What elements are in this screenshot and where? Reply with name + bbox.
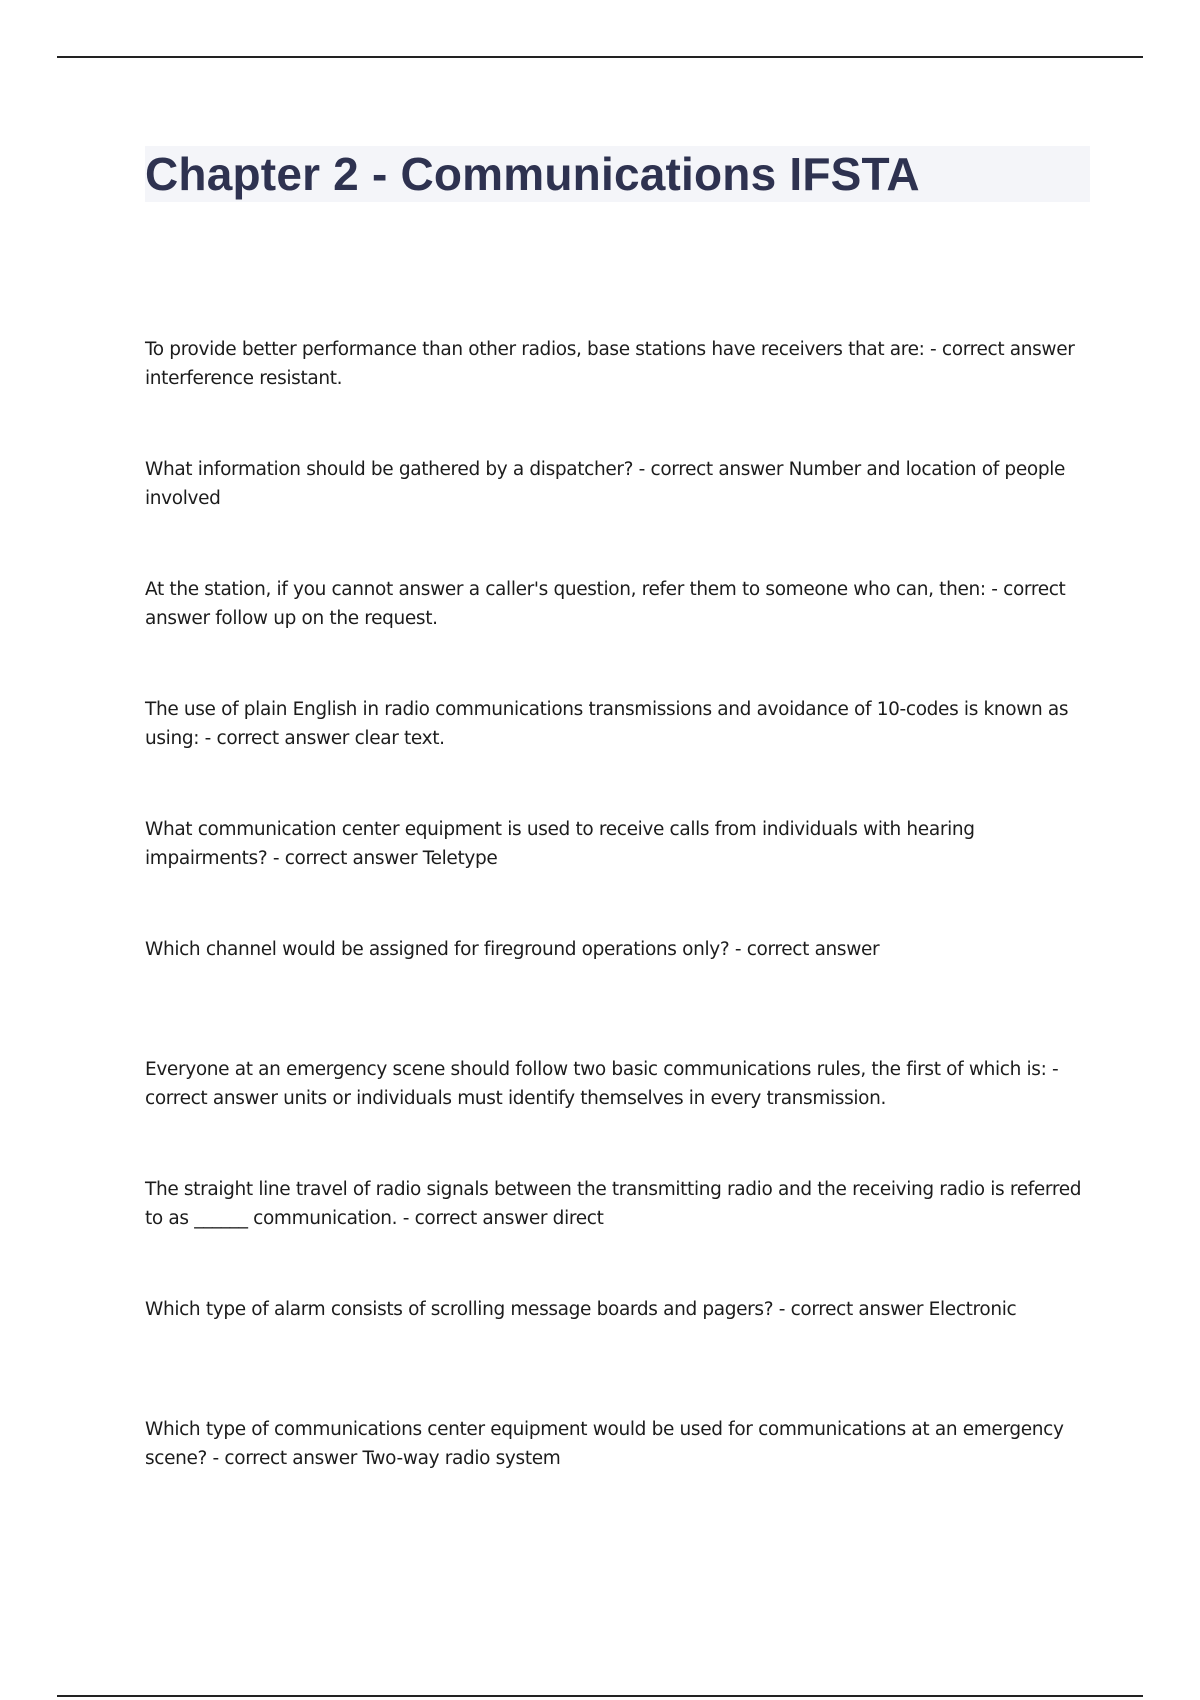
- page-title: Chapter 2 - Communications IFSTA: [145, 148, 920, 200]
- qa-item: The use of plain English in radio communications transmissions and avoidance of 10-codes is known as using: - correct answer clear text.: [145, 699, 1069, 749]
- bottom-divider: [57, 1695, 1143, 1697]
- qa-item: The straight line travel of radio signals between the transmitting radio and the receiving radio is referred to as ______ communication. - correct answer direct: [145, 1179, 1082, 1229]
- qa-item: Which channel would be assigned for fireground operations only? - correct answer: [145, 939, 880, 960]
- qa-item: At the station, if you cannot answer a caller's question, refer them to someone who can, then: - correct answer follow up on the request.: [145, 579, 1066, 629]
- qa-item: What communication center equipment is used to receive calls from individuals with hearing impairments? - correct answer Teletype: [145, 819, 975, 869]
- qa-item: What information should be gathered by a dispatcher? - correct answer Number and location of people involved: [145, 459, 1066, 509]
- qa-item: Which type of alarm consists of scrolling message boards and pagers? - correct answer Electronic: [145, 1299, 1017, 1320]
- qa-item: Everyone at an emergency scene should follow two basic communications rules, the first of which is: - correct answer units or individuals must identify themselves in every transmission.: [145, 1059, 1059, 1109]
- question-answer-list: [145, 335, 1090, 1535]
- qa-item: Which type of communications center equipment would be used for communications at an emergency scene? - correct answer Two-way radio system: [145, 1419, 1064, 1469]
- top-divider: [57, 56, 1143, 58]
- qa-item: To provide better performance than other radios, base stations have receivers that are: - correct answer interference resistant.: [145, 339, 1075, 389]
